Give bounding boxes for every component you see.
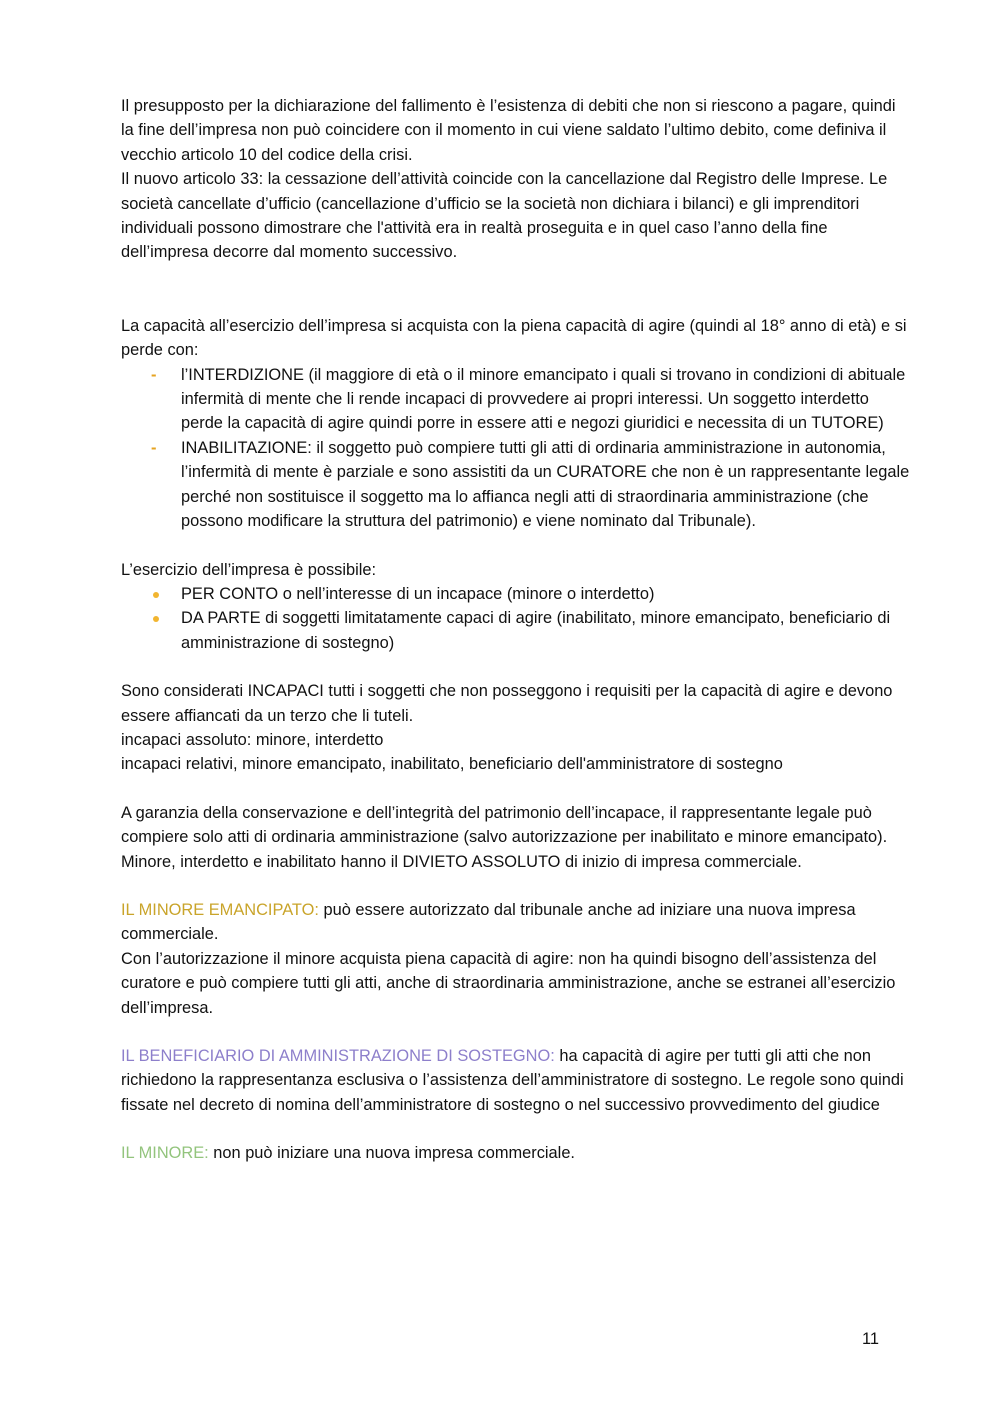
list-item-text: PER CONTO o nell’interesse di un incapace (minore o interdetto)	[181, 584, 655, 603]
dash-marker-icon: -	[151, 438, 157, 457]
paragraph-beneficiario	[121, 1044, 911, 1117]
paragraph-garanzia: A garanzia della conservazione e dell’integrità del patrimonio dell’incapace, il rappresentante legale può compiere solo atti di ordinaria amministrazione (salvo autorizzazione per inabilitato e minore emancipato).	[121, 803, 888, 847]
list-item	[151, 436, 911, 534]
dash-marker-icon: -	[151, 365, 157, 384]
esercizio-list	[121, 582, 911, 655]
paragraph-autorizzazione: Con l’autorizzazione il minore acquista piena capacità di agire: non ha quindi bisogno dell’assistenza del curatore e può compiere tutti gli atti, anche di straordinaria amministrazione, anche se estranei all’esercizio dell’impresa.	[121, 949, 896, 1017]
paragraph-articolo-33: Il nuovo articolo 33: la cessazione dell’attività coincide con la cancellazione dal Registro delle Imprese. Le società cancellate d’ufficio (cancellazione d’ufficio se la società non dichiara i bilanci) e gli imprenditori individuali possono dimostrare che l'attività era in realtà proseguita e in quel caso l’anno della fine dell’impresa decorre dal momento successivo.	[121, 170, 888, 262]
beneficiario-text: ha capacità di agire per tutti gli atti che non richiedono la rappresentanza esclusiva o l’assistenza dell’amministratore di sostegno. Le regole sono quindi fissate nel decreto di nomina dell’amministratore di sostegno o nel successivo provvedimento del giudice	[121, 1047, 904, 1114]
list-item	[151, 363, 911, 436]
list-item	[181, 606, 911, 655]
list-item	[181, 582, 911, 606]
paragraph-incapaci: Sono considerati INCAPACI tutti i soggetti che non posseggono i requisiti per la capacità di agire e devono essere affiancati da un terzo che li tuteli.	[121, 682, 893, 725]
minore-emancipato-text: può essere autorizzato dal tribunale anche ad iniziare una nuova impresa commerciale.	[121, 900, 856, 944]
paragraph-incapaci-relativi: incapaci relativi, minore emancipato, inabilitato, beneficiario dell'amministratore di sostegno	[121, 755, 783, 774]
paragraph-esercizio-intro: L’esercizio dell’impresa è possibile:	[121, 560, 377, 579]
paragraph-incapaci-assoluti: incapaci assoluto: minore, interdetto	[121, 730, 384, 749]
paragraph-capacita-intro: La capacità all’esercizio dell’impresa si acquista con la piena capacità di agire (quindi al 18° anno di età) e si perde con:	[121, 316, 907, 360]
document-body	[121, 94, 911, 1166]
bullet-dot-icon	[153, 592, 159, 598]
minore-emancipato-label: IL MINORE EMANCIPATO:	[121, 900, 319, 919]
page-number: 11	[862, 1330, 880, 1348]
beneficiario-label: IL BENEFICIARIO DI AMMINISTRAZIONE DI SOSTEGNO:	[121, 1047, 555, 1065]
paragraph-minore-emancipato	[121, 898, 911, 947]
paragraph-fallimento: Il presupposto per la dichiarazione del fallimento è l’esistenza di debiti che non si riescono a pagare, quindi la fine dell’impresa non può coincidere con il momento in cui viene saldato l’ultimo debito, come definiva il vecchio articolo 10 del codice della crisi.	[121, 97, 896, 164]
list-item-text: DA PARTE di soggetti limitatamente capaci di agire (inabilitato, minore emancipato, beneficiario di amministrazione di sostegno)	[181, 609, 891, 652]
list-item-text: l’INTERDIZIONE (il maggiore di età o il minore emancipato i quali si trovano in condizioni di abituale infermità di mente che li rende incapaci di provvedere ai propri interessi. Un soggetto interdetto perde la capacità di agire quindi porre in essere atti e negozi giuridici e necessita di un TUTORE)	[181, 365, 906, 433]
bullet-dot-icon	[153, 616, 159, 622]
paragraph-divieto: Minore, interdetto e inabilitato hanno il DIVIETO ASSOLUTO di inizio di impresa commerciale.	[121, 852, 802, 871]
minore-label: IL MINORE:	[121, 1144, 209, 1163]
list-item-text: INABILITAZIONE: il soggetto può compiere tutti gli atti di ordinaria amministrazione in autonomia, l’infermità di mente è parziale e sono assistiti da un CURATORE che non è un rappresentante legale perché non sostituisce il soggetto ma lo affianca negli atti di straordinaria amministrazione (che possono modificare la struttura del patrimonio) e viene nominato dal Tribunale).	[181, 438, 910, 531]
capacita-list	[121, 363, 911, 534]
minore-text: non può iniziare una nuova impresa commerciale.	[208, 1144, 575, 1163]
paragraph-minore	[121, 1141, 911, 1165]
